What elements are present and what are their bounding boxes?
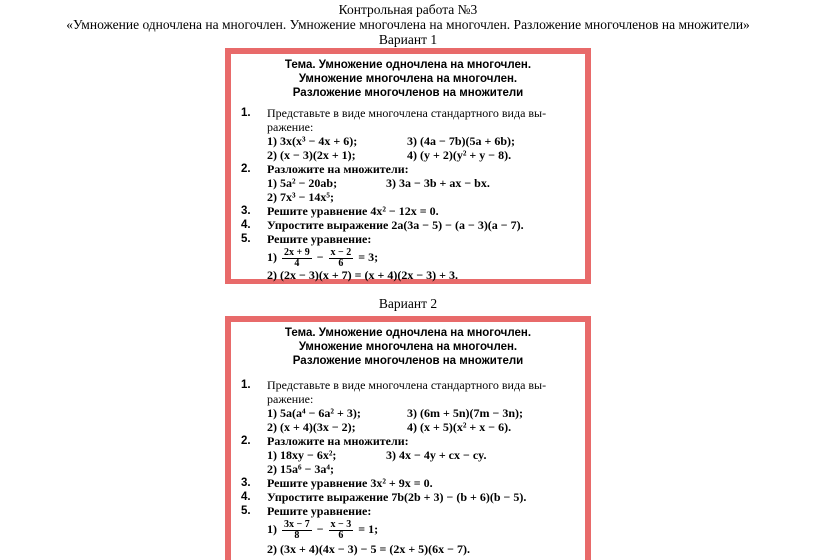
task-3-text: Решите уравнение 3x² + 9x = 0. [267, 476, 433, 490]
task-2-item-1: 1) 18xy − 6x²; [267, 448, 337, 462]
task-5-item-1-rhs: = 1; [358, 522, 379, 536]
task-5-item-2: 2) (3x + 4)(4x − 3) − 5 = (2x + 5)(6x − 7). [267, 542, 470, 556]
task-5-item-1 [267, 518, 378, 541]
task-5-item-2: 2) (2x − 3)(x + 7) = (x + 4)(2x − 3) + 3. [267, 268, 458, 282]
task-5-item-1-prefix: 1) [267, 250, 277, 264]
task-3-text: Решите уравнение 4x² − 12x = 0. [267, 204, 439, 218]
fraction-1-denominator: 4 [294, 257, 300, 269]
topic-line-3: Разложение многочленов на множители [292, 87, 524, 99]
fraction-1-numerator: 3x − 7 [284, 518, 310, 530]
fraction-2 [329, 520, 354, 541]
variant-2-heading: Вариант 2 [378, 296, 438, 311]
task-2-number: 2. [241, 435, 251, 447]
task-2-number: 2. [241, 163, 251, 175]
task-4-number: 4. [241, 491, 251, 503]
task-5-item-1-rhs: = 3; [358, 250, 379, 264]
task-5-text: Решите уравнение: [267, 504, 372, 518]
variant-1-heading: Вариант 1 [378, 32, 438, 47]
fraction-2-numerator: x − 2 [330, 246, 352, 258]
variant-1-card [225, 48, 591, 284]
task-5-item-1 [267, 246, 378, 269]
fraction-2-denominator: 6 [338, 257, 344, 269]
task-1-item-2: 2) (x − 3)(2x + 1); [267, 148, 356, 162]
topic-line-3: Разложение многочленов на множители [292, 355, 524, 367]
task-1-item-1: 1) 5a(a⁴ − 6a² + 3); [267, 406, 361, 420]
task-1-item-3: 3) (6m + 5n)(7m − 3n); [407, 406, 523, 420]
task-5-number: 5. [241, 505, 251, 517]
document-title: Контрольная работа №3 [338, 2, 478, 17]
document-subtitle: «Умножение одночлена на многочлен. Умножение многочлена на многочлен. Разложение многочленов на множители» [66, 17, 750, 32]
task-1-text: Представьте в виде многочлена стандартного вида вы- [267, 106, 547, 120]
topic-line-2: Умножение многочлена на многочлен. [298, 73, 518, 85]
minus-sign: − [316, 250, 324, 264]
task-2-item-3: 3) 4x − 4y + cx − cy. [386, 448, 487, 462]
task-2-item-1: 1) 5a² − 20ab; [267, 176, 338, 190]
task-1-number: 1. [241, 379, 251, 391]
task-1-item-2: 2) (x + 4)(3x − 2); [267, 420, 356, 434]
task-2-text: Разложите на множители: [267, 162, 409, 176]
fraction-2-denominator: 6 [338, 529, 344, 541]
task-5-item-1-prefix: 1) [267, 522, 277, 536]
fraction-1-denominator: 8 [294, 529, 300, 541]
task-3-number: 3. [241, 205, 251, 217]
topic-line-1: Тема. Умножение одночлена на многочлен. [284, 327, 532, 339]
task-1-item-4: 4) (y + 2)(y² + y − 8). [407, 148, 512, 162]
task-3-number: 3. [241, 477, 251, 489]
fraction-1-numerator: 2x + 9 [284, 246, 310, 258]
task-2-text: Разложите на множители: [267, 434, 409, 448]
task-5-number: 5. [241, 233, 251, 245]
fraction-2-numerator: x − 3 [330, 518, 352, 530]
topic-line-1: Тема. Умножение одночлена на многочлен. [284, 59, 532, 71]
variant-2-card [225, 316, 591, 560]
fraction-2 [329, 248, 354, 269]
task-5-text: Решите уравнение: [267, 232, 372, 246]
task-1-number: 1. [241, 107, 251, 119]
task-1-item-1: 1) 3x(x³ − 4x + 6); [267, 134, 358, 148]
task-2-item-3: 3) 3a − 3b + ax − bx. [386, 176, 490, 190]
task-1-text-cont: ражение: [267, 120, 314, 134]
task-1-text: Представьте в виде многочлена стандартного вида вы- [267, 378, 547, 392]
task-2-item-2: 2) 15a⁶ − 3a⁴; [267, 462, 335, 476]
topic-line-2: Умножение многочлена на многочлен. [298, 341, 518, 353]
task-4-text: Упростите выражение 7b(2b + 3) − (b + 6)(b − 5). [267, 490, 527, 504]
fraction-1 [282, 520, 312, 541]
task-4-text: Упростите выражение 2a(3a − 5) − (a − 3)(a − 7). [267, 218, 524, 232]
task-1-item-4: 4) (x + 5)(x² + x − 6). [407, 420, 512, 434]
task-1-text-cont: ражение: [267, 392, 314, 406]
fraction-1 [282, 248, 312, 269]
task-2-item-2: 2) 7x³ − 14x⁵; [267, 190, 335, 204]
task-1-item-3: 3) (4a − 7b)(5a + 6b); [407, 134, 515, 148]
minus-sign: − [316, 522, 324, 536]
task-4-number: 4. [241, 219, 251, 231]
